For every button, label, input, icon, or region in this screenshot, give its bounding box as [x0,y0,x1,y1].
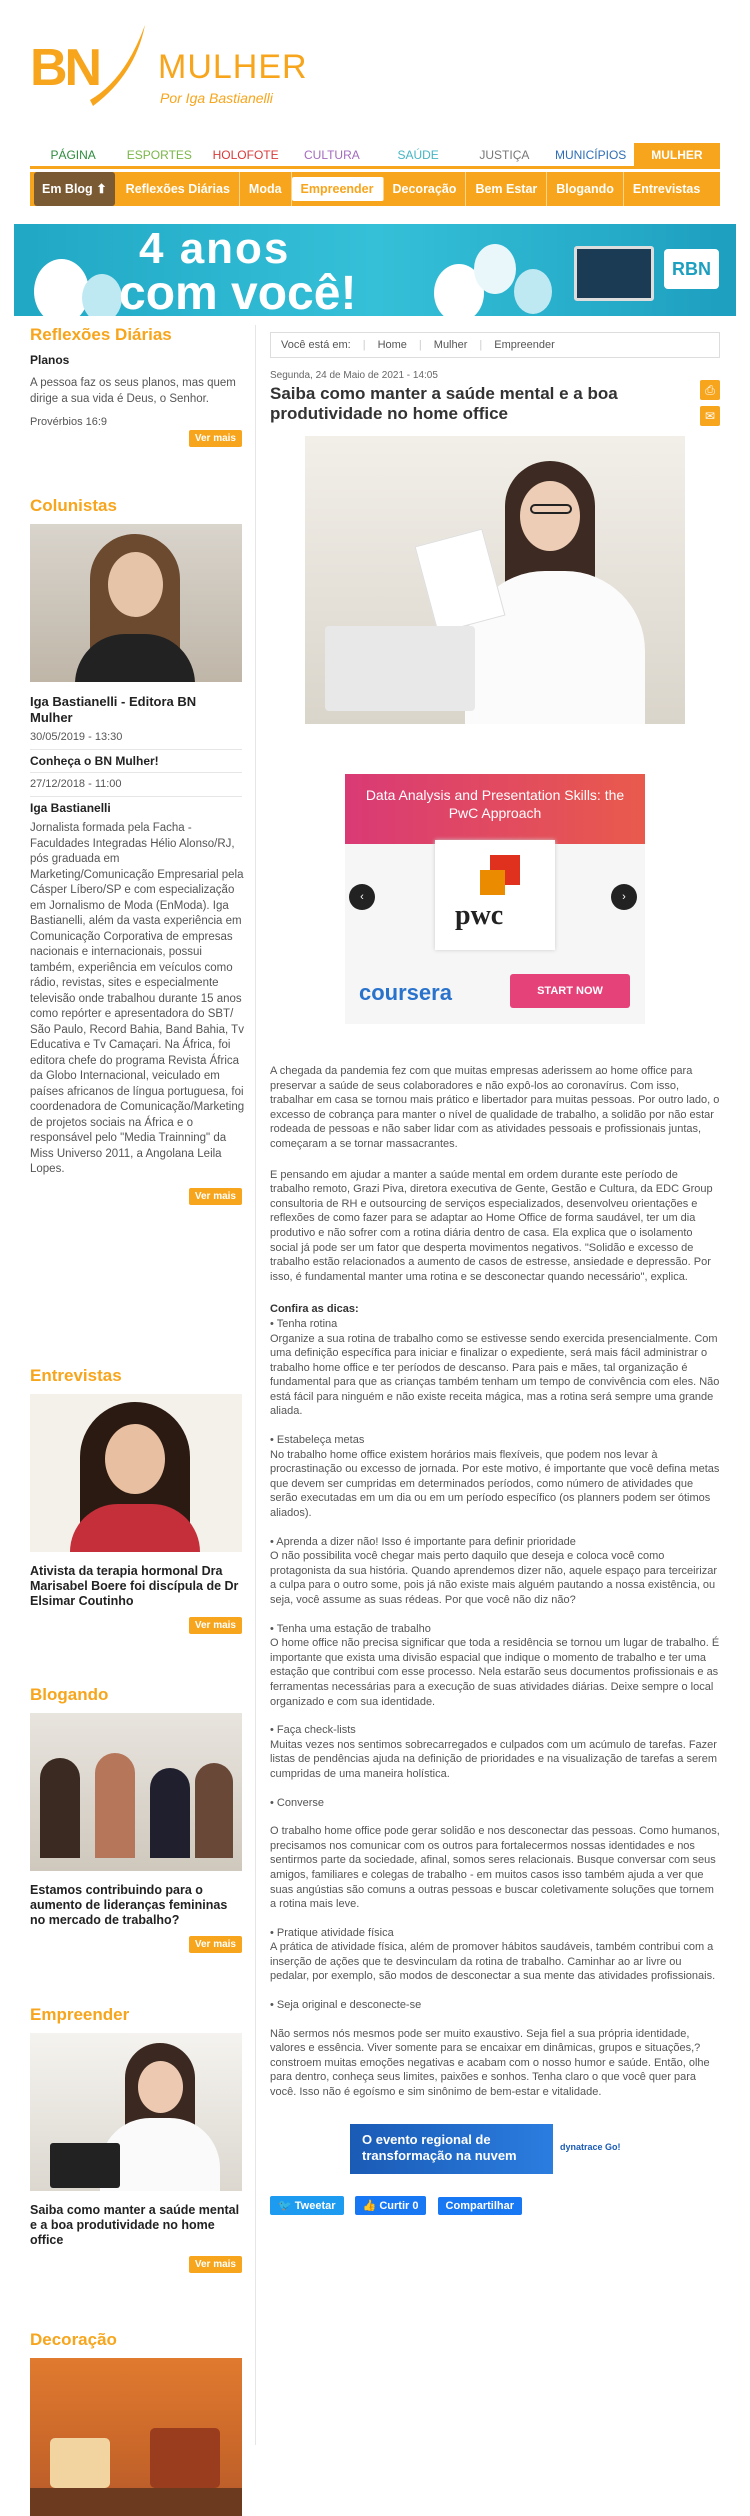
decoracao-section [30,2330,242,2516]
topnav-holofote[interactable]: HOLOFOTE [212,148,279,162]
ad-cta-button[interactable]: START NOW [510,974,630,1008]
reflexoes-title: Reflexões Diárias [30,325,172,344]
topnav-mulher[interactable]: MULHER [634,143,720,166]
empreender-section [30,2005,242,2320]
breadcrumb: Você está em: | Home | Mulher | Empreender [270,332,720,358]
balloon-icon [82,274,122,316]
ad2-text: O evento regional de transformação na nuvem [362,2131,517,2163]
ad-prev-button[interactable]: ‹ [349,884,375,910]
subnav-bem-estar[interactable]: Bem Estar [466,172,547,206]
subnav-moda[interactable]: Moda [240,172,292,206]
colunista-bio: Jornalista formada pela Facha - Faculdades Integradas Hélio Alonso/RJ, pós graduada em Marketing/Comunicação Empresarial pela Cásper Líbero/SP e com especialização em Jornalismo de Moda (EnModa). Iga Bastianelli, além da vasta experiência em Comunicação Corporativa de empresas nacionais e internacionais, possui também, experiência em veículos como rádio, revistas, sites e especialmente televisão onde trabalhou durante 15 anos como repórter e apresentadora do SBT/ São Paulo, Record Bahia, Band Bahia, Tv Educativa e Tv Camaçari. Na África, foi editora chefe do programa Revista África da Globo Internacional, veiculado em países africanos de língua portuguesa, foi coordenadora de Comunicação/Marketing de projetos sociais na África e o responsável pelo "Media Trainning" da Miss Universo 2011, a Angolana Leila Lopes. [30,822,245,1175]
subnav-blog-label: Em Blog [42,182,93,196]
banner-badge: RBN [664,249,719,289]
blogando-section [30,1685,242,1995]
sidebar [30,325,245,2516]
tip7-heading: • Pratique atividade física [270,1926,394,1939]
logo-bn: BN [30,39,100,97]
entrevistas-title: Entrevistas [30,1366,122,1385]
tip3-heading: • Aprenda a dizer não! Isso é importante para definir prioridade [270,1535,576,1548]
entrevistas-more-button[interactable]: Ver mais [189,1617,242,1634]
colunista-link[interactable]: Conheça o BN Mulher! [30,754,159,768]
topnav-justica[interactable]: JUSTIÇA [479,148,530,162]
share-bar [270,2196,720,2215]
subnav-empreender[interactable]: Empreender [292,177,384,201]
topnav-pagina-inicial[interactable]: PÁGINA [50,148,96,162]
tweet-label: Tweetar [294,2199,336,2212]
thumbs-up-icon: 👍 [362,2199,377,2212]
print-icon[interactable]: ⎙ [700,380,720,400]
entrevista-headline[interactable]: Ativista da terapia hormonal Dra Marisabel Boere foi discípula de Dr Elsimar Coutinho [30,1564,239,1608]
logo-mulher: MULHER [158,48,308,86]
subnav-blog-button[interactable] [34,172,115,206]
blogando-title: Blogando [30,1685,109,1704]
article-p2: E pensando em ajudar a manter a saúde mental em ordem durante este período de trabalho remoto, Grazi Piva, diretora executiva de Gente, Gestão e Cultura, da EDC Group consultoria de RH e outsourcing de serviços especializados, desenvolveu orientações e reflexões de como fazer para se adaptar ao Home Office de forma saudável, ter um dia produtivo e não sofrer com a rotina diária dentro de casa. Ela explica que o isolamento social já pode ser um fator que desperta movimentos negativos. "Solidão e excesso de trabalho estão relacionados a aumento de casos de estresse, ansiedade e depressão. Por isso, é fundamental manter uma rotina e se desconectar quando necessário", explica. [270,1168,713,1283]
tip2-heading: • Estabeleça metas [270,1434,365,1447]
tip3-text: O não possibilita você chegar mais perto daquilo que deseja e coloca você como protagonista da sua história. Quando aprendemos dizer não, aquele espaço para terceirizar a culpa para o outro some, pois já não existe mais alguém pautando a nossa existência, ou seja, você assume as suas rédeas. Por que você não diz não? [270,1550,717,1606]
ad-header [345,774,645,844]
subnav-entrevistas[interactable]: Entrevistas [632,182,701,196]
colunistas-more-button[interactable]: Ver mais [189,1188,242,1205]
ad-dynatrace[interactable] [350,2124,640,2174]
sub-nav [30,172,720,206]
empreender-title: Empreender [30,2005,130,2024]
tip4-heading: • Tenha uma estação de trabalho [270,1622,431,1635]
tip1-heading: • Tenha rotina [270,1317,338,1330]
colunista-name[interactable]: Iga Bastianelli - Editora BN Mulher [30,694,197,725]
ad-brand: pwc [455,900,504,931]
colunista-date2: 27/12/2018 - 11:00 [30,778,122,790]
subnav-decoracao[interactable]: Decoração [384,172,467,206]
tip2-text: No trabalho home office existem horários mais flexíveis, que podem nos levar à procrastinação ou excesso de jornada. Por este motivo, é importante que você defina metas que devem ser cumpridas em determinados períodos, como número de atividades que serão executadas em um dia ou em um período específico (os planners podem ser ótimos aliados). [270,1448,720,1520]
balloon-icon [514,269,552,314]
tip4-text: O home office não precisa significar que toda a residência se tornou um lugar de trabalho. É importante que exista uma divisão espacial que indique o momento de trabalho e ter uma estação que contribui com esse processo. Nela estarão seus documentos profissionais e as ferramentas necessárias para a execução de suas atividades diárias. Deixe sempre o local organizado e com sua identidade. [270,1637,720,1708]
colunista-date1: 30/05/2019 - 13:30 [30,731,123,743]
banner-line2: com você! [119,267,357,316]
anniversary-banner[interactable] [14,224,736,316]
ad-card [435,840,555,950]
like-label: Curtir 0 [379,2199,419,2212]
twitter-icon: 🐦 [278,2199,292,2212]
blogando-photo[interactable] [30,1713,242,1871]
balloon-icon [34,259,89,316]
header [0,0,750,135]
reflexoes-heading[interactable]: Planos [30,353,70,367]
subnav-blogando[interactable]: Blogando [547,172,624,206]
ad-next-button[interactable]: › [611,884,637,910]
reflexoes-text: A pessoa faz os seus planos, mas quem dirige a sua vida é Deus, o Senhor. [30,377,236,405]
colunistas-section [30,496,245,1356]
topnav-cultura[interactable]: CULTURA [303,148,360,162]
column-divider [255,325,256,2445]
empreender-headline[interactable]: Saiba como manter a saúde mental e a boa produtividade no home office [30,2203,240,2247]
ad-headline: Data Analysis and Presentation Skills: the PwC Approach [365,787,625,821]
blogando-more-button[interactable]: Ver mais [189,1936,242,1953]
balloon-icon [474,244,516,294]
article-date: Segunda, 24 de Maio de 2021 - 14:05 [270,370,438,381]
bn-mulher-logo[interactable] [30,18,330,123]
topnav-esportes[interactable]: ESPORTES [126,148,192,162]
tip6-heading: • Converse [270,1796,324,1809]
colunista-author[interactable]: Iga Bastianelli [30,801,111,815]
ad-provider: coursera [359,980,452,1005]
tip8-heading: • Seja original e desconecte-se [270,1999,422,2012]
ad2-brand: dynatrace Go! [560,2141,621,2152]
entrevistas-section [30,1366,242,1671]
topnav-municipios[interactable]: MUNICÍPIOS [554,148,627,162]
like-button[interactable] [355,2196,427,2215]
reflexoes-more-button[interactable]: Ver mais [189,430,242,447]
share-button[interactable]: Compartilhar [438,2197,522,2215]
logo-byline: Por Iga Bastianelli [160,90,273,106]
decoracao-photo[interactable] [30,2358,242,2516]
breadcrumb-home[interactable]: Home [377,339,407,351]
entrevista-photo[interactable] [30,1394,242,1552]
topnav-saude[interactable]: SAÚDE [397,148,439,162]
tip8-text: Não sermos nós mesmos pode ser muito exaustivo. Seja fiel a sua própria identidade, valores e essência. Viver somente para se encaixar em dinâmicas, grupos e situações,?constroem muitas emoções negativas e acabam com o nosso humor e saúde. Então, olhe para dentro, conheça seus limites, paixões e sonhos. Tenha claro o que você quer para você. Isso não é egoísmo e sim sinônimo de bem-estar e vitalidade. [270,2027,710,2099]
decoracao-title: Decoração [30,2330,117,2349]
email-icon[interactable]: ✉ [700,406,720,426]
reflexoes-section [30,325,242,480]
colunistas-title: Colunistas [30,496,117,515]
tip7-text: A prática de atividade física, além de promover hábitos saudáveis, também contribui com a inserção de ações que te desvinculam da rotina de trabalho. Caminhar ao ar livre ou pedalar, por exemplo, são modos de desconectar a sua mente das atividades profissionais. [270,1941,716,1983]
subnav-reflexoes[interactable]: Reflexões Diárias [117,172,240,206]
breadcrumb-empreender[interactable]: Empreender [494,339,555,351]
tip5-text: Muitas vezes nos sentimos sobrecarregados e culpados com um acúmulo de tarefas. Fazer listas de pendências ajuda na definição de prioridades e na visualização de tarefas a serem cumpridas de uma maneira holística. [270,1738,718,1780]
breadcrumb-mulher[interactable]: Mulher [433,339,468,351]
colunista-photo[interactable] [30,524,242,682]
blogando-headline[interactable]: Estamos contribuindo para o aumento de lideranças femininas no mercado de trabalho? [30,1883,228,1927]
reflexoes-ref: Provérbios 16:9 [30,416,108,428]
article-photo [305,436,685,724]
empreender-more-button[interactable]: Ver mais [189,2256,242,2273]
banner-line1: 4 anos [139,224,291,273]
breadcrumb-label: Você está em: [281,339,351,351]
tip5-heading: • Faça check-lists [270,1724,356,1737]
devices-image [574,246,654,301]
ad-coursera[interactable] [345,774,645,1024]
tips-title: Confira as dicas: [270,1303,359,1316]
arrow-up-icon: ⬆ [96,182,107,196]
tip6-text: O trabalho home office pode gerar solidão e nos desconectar das pessoas. Como humanos, precisamos nos comunicar com os outros para fortalecermos nossas identidades e nos sentirmos parte da sociedade, afinal, somos seres relacionais. Busque conversar com seus amigos, familiares e colegas de trabalho - em muitos casos isso também ajuda a ver que suas angústias são comuns a outras pessoas e buscar coletivamente soluções que tornem a rotina mais leve. [270,1825,720,1911]
top-nav [30,143,720,169]
tweet-button[interactable] [270,2196,344,2215]
article-p1: A chegada da pandemia fez com que muitas empresas aderissem ao home office para preservar a saúde de seus colaboradores e não expô-los ao coronavírus. Com isso, trabalhar em casa se tornou mais prático e libertador para muitas pessoas. Por outro lado, o excesso de cobrança para manter o nível de qualidade de trabalho, a solidão por não estar rodeada de pessoas e não saber lidar com as atividades pessoais e profissionais juntas, começaram a se tornar massacrantes. [270,1065,720,1150]
tip1-text: Organize a sua rotina de trabalho como se estivesse sendo exercida presencialmente. Com uma definição específica para iniciar e finalizar o expediente, será mais fácil administrar o trabalho home office e ter períodos de descanso. Para pais e mães, tal organização é fundamental para que as crianças também tenham um tempo de convivência com eles. Não está fácil para ninguém e não existe receita mágica, mas a rotina será sempre uma grande aliada. [270,1332,720,1418]
article [270,332,720,2215]
empreender-photo[interactable] [30,2033,242,2191]
article-title: Saiba como manter a saúde mental e a boa produtividade no home office [270,384,618,423]
